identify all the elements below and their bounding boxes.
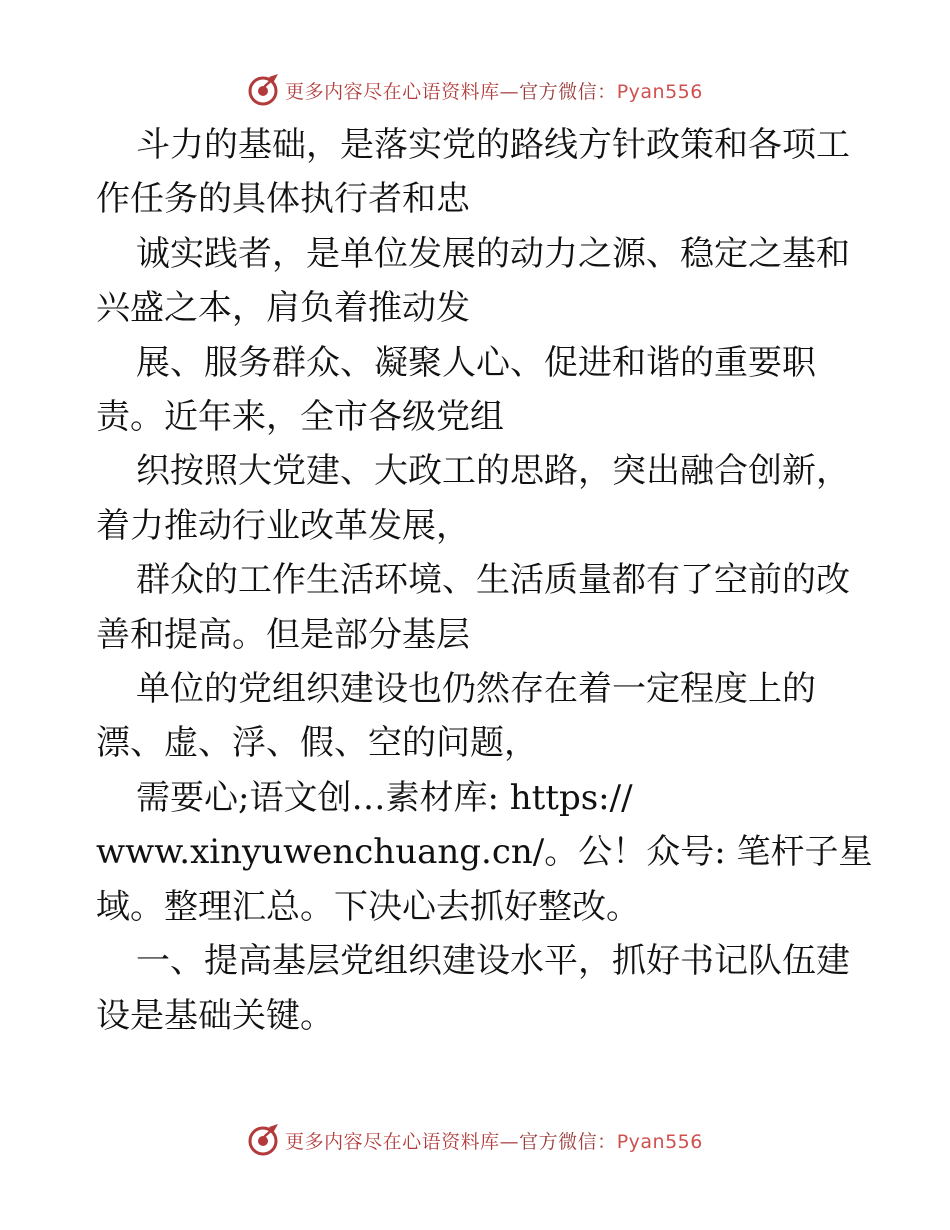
body-line: 斗力的基础，是落实党的路线方针政策和各项工: [136, 125, 850, 165]
footer-banner-main: 更多内容尽在心语资料库: [285, 1130, 500, 1153]
header-banner-wechat: 官方微信：: [519, 80, 617, 103]
document-body: [96, 118, 873, 1043]
body-line: 群众的工作生活环境、生活质量都有了空前的改: [136, 560, 850, 601]
header-banner: [0, 70, 950, 110]
footer-banner-text: [285, 1127, 703, 1154]
body-line: 兴盛之本，肩负着推动发: [96, 288, 470, 329]
body-line: www.xinyuwenchuang.cn/。公！众号: 笔杆子星: [96, 832, 873, 873]
body-line: 展、服务群众、凝聚人心、促进和谐的重要职: [136, 342, 816, 383]
body-line: 责。近年来，全市各级党组: [96, 397, 504, 438]
body-line: 漂、虚、浮、假、空的问题，: [96, 723, 538, 764]
body-line: 诚实践者，是单位发展的动力之源、稳定之基和: [136, 233, 850, 274]
footer-banner-wechat: 官方微信：: [519, 1130, 617, 1153]
body-line: 设是基础关键。: [96, 995, 334, 1036]
body-line: 一、提高基层党组织建设水平，抓好书记队伍建: [136, 941, 850, 982]
body-line: 单位的党组织建设也仍然存在着一定程度上的: [136, 669, 816, 710]
body-line: 织按照大党建、大政工的思路，突出融合创新，: [136, 451, 850, 492]
body-line: 作任务的具体执行者和忠: [96, 179, 470, 220]
body-line: 着力推动行业改革发展，: [96, 505, 470, 546]
brush-pen-logo-icon: [247, 1123, 281, 1157]
header-banner-main: 更多内容尽在心语资料库: [285, 80, 500, 103]
footer-banner: [0, 1120, 950, 1160]
header-banner-text: [285, 77, 703, 104]
body-line: 需要心;语文创…素材库: https://: [136, 777, 633, 818]
brush-pen-logo-icon: [247, 73, 281, 107]
header-banner-id: Pyan556: [616, 80, 703, 103]
footer-banner-id: Pyan556: [616, 1130, 703, 1153]
body-line: 善和提高。但是部分基层: [96, 614, 470, 655]
footer-banner-sep: —: [499, 1130, 520, 1153]
body-line: 域。整理汇总。下决心去抓好整改。: [96, 886, 640, 927]
header-banner-sep: —: [499, 80, 520, 103]
